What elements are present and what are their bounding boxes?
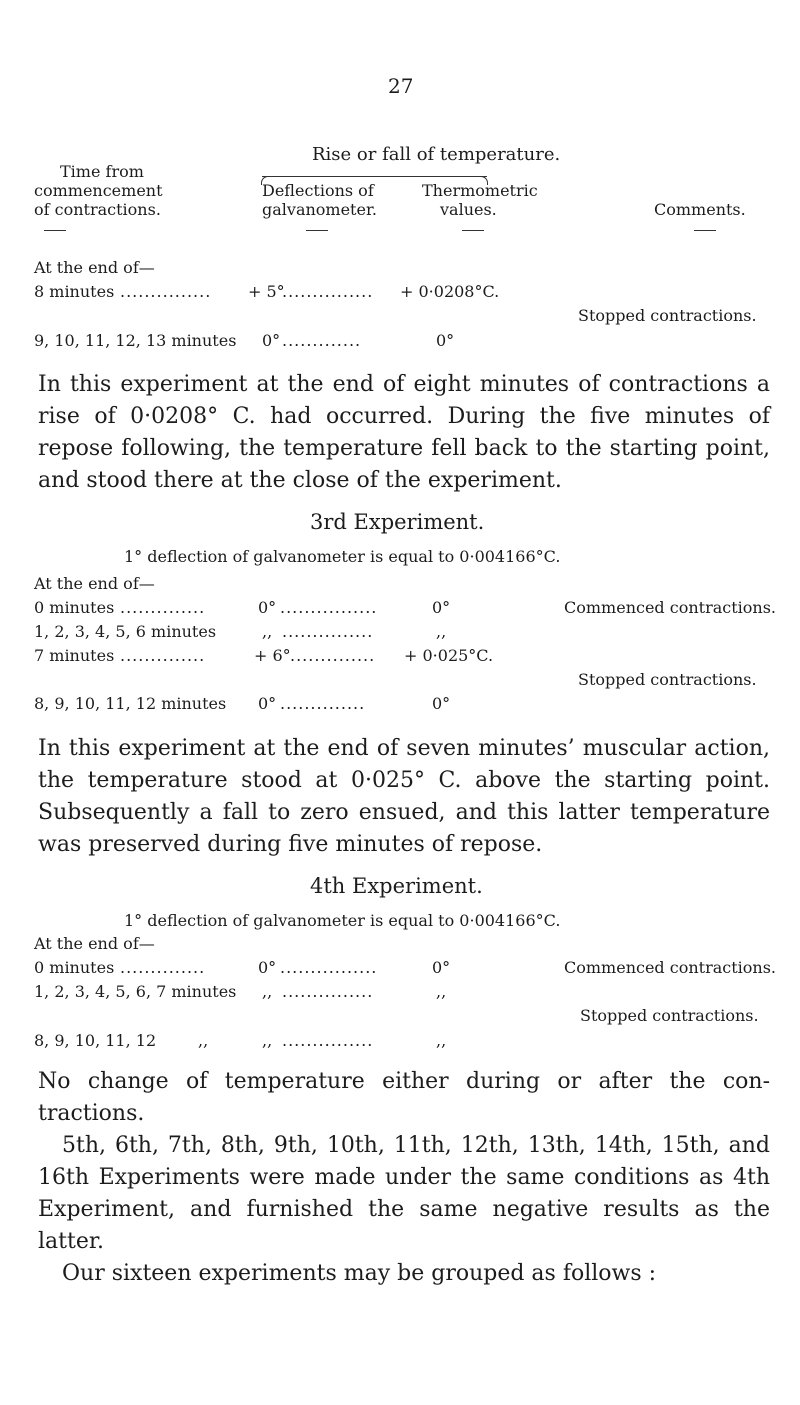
leader-dots: ................ xyxy=(280,958,378,977)
table-row-value: ,, xyxy=(436,982,447,1001)
leader-dots: ............. xyxy=(282,331,362,350)
experiment-3-at-end-of: At the end of— xyxy=(34,574,155,593)
header-rule xyxy=(306,230,328,231)
experiment-3-note: 1° deflection of galvanometer is equal to 0·004166°C. xyxy=(124,547,561,566)
table1-time-header-line3: of contractions. xyxy=(34,200,161,219)
table-row-time: 0 minutes xyxy=(34,598,115,617)
table-row-deflection: ,, xyxy=(262,982,273,1001)
table1-thermo-header-line2: values. xyxy=(440,200,497,219)
table1-deflections-header-line1: Deflections of xyxy=(262,181,374,200)
header-rule xyxy=(462,230,484,231)
table-row-comment: Stopped contractions. xyxy=(578,306,757,325)
table-row-time: 1, 2, 3, 4, 5, 6 minutes xyxy=(34,622,217,641)
table-row-value: 0° xyxy=(432,694,451,713)
table1-group-title: Rise or fall of temperature. xyxy=(312,144,561,165)
table-row-value: + 0·025°C. xyxy=(404,646,494,665)
leader-dots: ............... xyxy=(282,622,374,641)
table-row-ditto: ,, xyxy=(198,1031,209,1050)
leader-dots: ............... xyxy=(282,282,374,301)
experiment-3-title: 3rd Experiment. xyxy=(310,510,485,534)
table1-time-header-line2: commencement xyxy=(34,181,163,200)
leader-dots: .............. xyxy=(290,646,376,665)
leader-dots: .............. xyxy=(120,646,206,665)
leader-dots: .............. xyxy=(120,958,206,977)
table-row-time: 9, 10, 11, 12, 13 minutes xyxy=(34,331,237,350)
table1-time-header-line1: Time from xyxy=(60,162,144,181)
page-number: 27 xyxy=(388,74,414,98)
table-row-value: 0° xyxy=(436,331,455,350)
leader-dots: ................ xyxy=(280,598,378,617)
table-row-deflection: ,, xyxy=(262,622,273,641)
experiment-4-note: 1° deflection of galvanometer is equal to 0·004166°C. xyxy=(124,911,561,930)
table-row-value: 0° xyxy=(432,598,451,617)
header-rule xyxy=(694,230,716,231)
table-row-value: ,, xyxy=(436,622,447,641)
table-row-deflection: 0° xyxy=(258,958,277,977)
table1-at-end-of: At the end of— xyxy=(34,258,155,277)
table-row-deflection: 0° xyxy=(262,331,281,350)
paragraph-5: Our sixteen experiments may be grouped as follows : xyxy=(62,1261,657,1286)
leader-dots: ............... xyxy=(120,282,212,301)
leader-dots: ............... xyxy=(282,982,374,1001)
table1-comments-header: Comments. xyxy=(654,200,746,219)
table-row-comment: Commenced contractions. xyxy=(564,958,777,977)
table-row-time: 1, 2, 3, 4, 5, 6, 7 minutes xyxy=(34,982,237,1001)
paragraph-4: 5th, 6th, 7th, 8th, 9th, 10th, 11th, 12th, 13th, 14th, 15th, and 16th Experiments were made under the same conditions as 4th Experiment, and furnished the same negative results as the latter. xyxy=(38,1133,770,1254)
experiment-4-at-end-of: At the end of— xyxy=(34,934,155,953)
paragraph-1: In this experiment at the end of eight minutes of contractions a rise of 0·0208° C. had occurred. During the five minutes of repose following, the temperature fell back to the starting point, and stood there at the close of the experiment. xyxy=(38,372,770,493)
table-row-value: + 0·0208°C. xyxy=(400,282,500,301)
table-row-deflection: 0° xyxy=(258,598,277,617)
table-row-deflection: + 6° xyxy=(254,646,291,665)
table-row-deflection: ,, xyxy=(262,1031,273,1050)
table-row-value: 0° xyxy=(432,958,451,977)
paragraph-2: In this experiment at the end of seven minutes’ muscular action, the temperature stood at 0·025° C. above the starting point. Subsequently a fall to zero ensued, and this latter temperature was preserved during five minutes of repose. xyxy=(38,736,770,857)
paragraph-3: No change of temperature either during or after the contractions. xyxy=(38,1069,770,1126)
leader-dots: ............... xyxy=(282,1031,374,1050)
leader-dots: .............. xyxy=(120,598,206,617)
table-row-comment: Commenced contractions. xyxy=(564,598,777,617)
table1-thermo-header-line1: Thermometric xyxy=(422,181,538,200)
table-row-time: 8, 9, 10, 11, 12 xyxy=(34,1031,157,1050)
table-row-time: 8, 9, 10, 11, 12 minutes xyxy=(34,694,227,713)
table-row-time: 0 minutes xyxy=(34,958,115,977)
table1-deflections-header-line2: galvanometer. xyxy=(262,200,377,219)
table-row-deflection: + 5° xyxy=(248,282,285,301)
header-rule xyxy=(44,230,66,231)
table-row-deflection: 0° xyxy=(258,694,277,713)
leader-dots: .............. xyxy=(280,694,366,713)
table-row-time: 7 minutes xyxy=(34,646,115,665)
experiment-4-title: 4th Experiment. xyxy=(310,874,483,898)
table-row-time: 8 minutes xyxy=(34,282,115,301)
table-row-comment: Stopped contractions. xyxy=(580,1006,759,1025)
table-row-value: ,, xyxy=(436,1031,447,1050)
table-row-comment: Stopped contractions. xyxy=(578,670,757,689)
